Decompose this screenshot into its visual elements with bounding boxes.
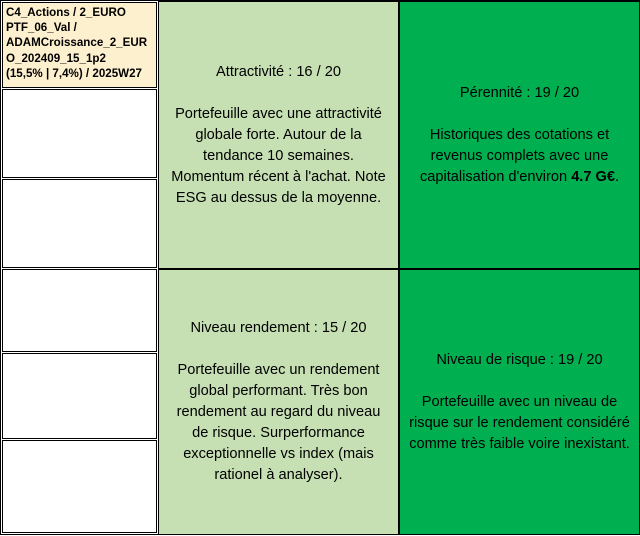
blank-cell: [2, 179, 157, 268]
portfolio-label-line: ADAMCroissance_2_EUR: [6, 36, 148, 50]
blank-cell: [2, 269, 157, 352]
perennite-capitalisation-value: 4.7 G€: [571, 168, 615, 185]
portfolio-label-line: PTF_06_Val /: [6, 21, 77, 35]
rendement-cell: [158, 269, 399, 535]
blank-cell: [2, 89, 157, 178]
rendement-description: Portefeuille avec un rendement global performant. Très bon rendement au regard du niveau de risque. Surperformance exceptionnelle vs index (mais rationel à analyser).: [176, 362, 381, 483]
attractivite-cell: [158, 1, 399, 269]
risque-description: Portefeuille avec un niveau de risque sur le rendement considéré comme très faible voire inexistant.: [409, 393, 630, 452]
risque-title: Niveau de risque : 19 / 20: [436, 351, 603, 368]
perennite-title: Pérennité : 19 / 20: [459, 84, 580, 101]
attractivite-description: Portefeuille avec une attractivité globale forte. Autour de la tendance 10 semaines. Momentum récent à l'achat. Note ESG au dessus de la moyenne.: [171, 105, 386, 206]
perennite-cell: [399, 1, 640, 269]
perennite-description: [408, 125, 631, 188]
perennite-description-text: Historiques des cotations et revenus complets avec une capitalisation d'environ: [419, 126, 610, 185]
blank-cell: [2, 353, 157, 439]
portfolio-label-line: O_202409_15_1p2: [6, 51, 106, 65]
rendement-title: Niveau rendement : 15 / 20: [190, 320, 367, 336]
portfolio-label-line: (15,5% | 7,4%) / 2025W27: [6, 66, 143, 80]
portfolio-label-cell: [2, 2, 157, 88]
blank-cell: [2, 440, 157, 533]
left-column: [1, 1, 158, 536]
portfolio-label-line: C4_Actions / 2_EURO: [6, 6, 126, 19]
risque-cell: [399, 269, 640, 535]
perennite-description-end: .: [615, 168, 620, 185]
attractivite-title: Attractivité : 16 / 20: [216, 63, 341, 80]
